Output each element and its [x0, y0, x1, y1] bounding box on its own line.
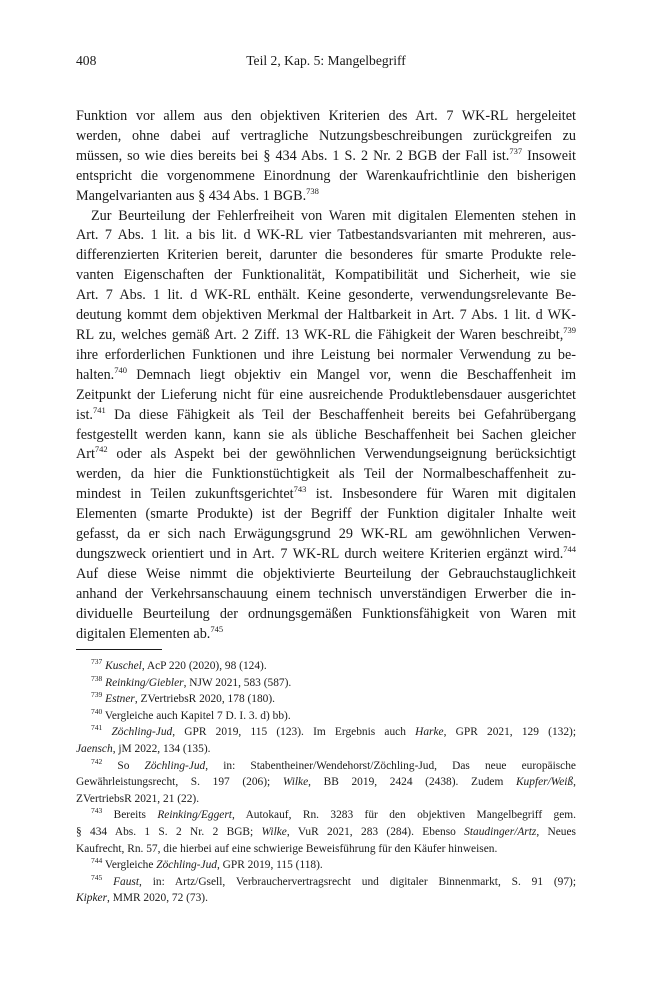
footnote-line — [76, 874, 576, 891]
italic-text: Jaensch — [76, 742, 113, 755]
text-run: , GPR 2021, 129 (132); — [443, 726, 576, 739]
text-run: anhand der Verkehrsanschauung einem technisch unverständigen Erwerber die in- — [76, 585, 576, 602]
text-run: Zur Beurteilung der Fehlerfreiheit von Waren mit digitalen Elementen stehen in — [91, 207, 576, 224]
footnote-line — [76, 691, 576, 708]
text-run: Demnach liegt objektiv ein Mangel vor, wenn die Beschaffenheit im — [126, 366, 576, 383]
body-line — [76, 585, 576, 605]
text-run: Elementen (smarte Produkte) ist der Begriff der Funktion digitaler Inhalte weit — [76, 506, 576, 523]
italic-text: Zöchling-Jud — [156, 859, 217, 872]
body-line — [76, 565, 576, 585]
footnote-line — [76, 824, 576, 841]
text-run: ZVertriebsR 2021, 21 (22). — [76, 792, 200, 805]
footnote-marker: 744 — [91, 856, 103, 866]
page-header — [76, 53, 576, 73]
text-run: Da diese Fähigkeit als Teil der Beschaffenheit bereits bei Gefahrübergang — [105, 406, 576, 423]
text-run: , — [573, 776, 576, 789]
italic-text: Wilke — [282, 776, 309, 789]
text-run: digitalen Elementen ab. — [76, 625, 211, 642]
text-run: Vergleiche — [102, 859, 157, 872]
body-line — [76, 207, 576, 227]
footnote-marker: 738 — [306, 185, 319, 196]
footnote-marker: 737 — [509, 145, 523, 156]
footnote-marker: 744 — [563, 543, 576, 554]
text-run: Mangelvarianten aus § 434 Abs. 1 BGB. — [76, 187, 307, 204]
footnote-marker: 741 — [92, 404, 106, 415]
italic-text: Harke — [415, 726, 444, 739]
body-line — [76, 167, 576, 187]
text-run: Auf diese Weise nimmt die objektivierte Beurteilung der Gebrauchstauglichkeit — [76, 565, 576, 582]
body-line — [76, 346, 576, 366]
footnote-marker: 740 — [91, 706, 103, 716]
footnote-line — [76, 724, 576, 741]
italic-text: Kuschel — [105, 660, 142, 672]
text-run: So — [102, 759, 145, 772]
italic-text: Zöchling-Jud — [111, 726, 173, 739]
footnote-marker: 741 — [91, 723, 103, 733]
body-line — [76, 127, 576, 147]
body-line — [76, 306, 576, 326]
body-line — [76, 605, 576, 625]
footnote-line — [76, 791, 576, 808]
text-run: deutung kommt dem objektiven Merkmal der Haltbarkeit in Art. 7 Abs. 1 lit. d WK- — [76, 307, 576, 324]
footnote-line — [76, 758, 576, 775]
footnote-line — [76, 658, 576, 675]
text-run: , Neues — [536, 825, 576, 838]
text-run: gefasst, da er sich nach Erwägungsgrund 29 WK-RL am gewöhnlichen Verwen- — [76, 526, 576, 543]
running-head: Teil 2, Kap. 5: Mangelbegriff — [246, 53, 406, 68]
text-run: differenzierten Kriterien bereit, darunter die besonderes für smarte Produkte rele- — [76, 247, 576, 264]
body-line — [76, 406, 576, 426]
text-run: werden, da hier die Funktionstüchtigkeit als Teil der Normalbeschaffenheit zu- — [76, 466, 576, 483]
body-line — [76, 485, 576, 505]
body-line — [76, 246, 576, 266]
body-text — [76, 107, 576, 644]
text-run: , jM 2022, 134 (135). — [112, 742, 211, 755]
text-run: , VuR 2021, 283 (284). Ebenso — [286, 825, 465, 838]
text-run: Insoweit — [522, 147, 576, 164]
text-run: Gewährleistungsrecht, S. 197 (206); — [76, 776, 283, 789]
text-run: halten. — [76, 366, 115, 383]
italic-text: Faust — [113, 875, 140, 888]
body-line — [76, 545, 576, 565]
text-run: ist. Insbesondere für Waren mit digitalen — [306, 486, 576, 503]
text-run: festgestellt werden kann, kann sie als übliche Beschaffenheit bei Sachen gleicher — [76, 426, 576, 443]
footnote-marker: 745 — [210, 623, 224, 634]
text-run: Art. 7 Abs. 1 lit. d WK-RL enthält. Keine gesonderte, verwendungsrelevante Be- — [76, 287, 576, 304]
footnote-marker: 743 — [91, 806, 103, 816]
text-run: , Autokauf, Rn. 3283 für den objektiven Mangelbegriff gem. — [231, 809, 576, 822]
text-run: oder als Aspekt bei der gewöhnlichen Verwendungseignung berücksichtigt — [107, 446, 576, 463]
footnote-separator — [76, 649, 162, 650]
italic-text: Estner — [105, 693, 135, 706]
text-run: § 434 Abs. 1 S. 2 Nr. 2 BGB; — [76, 825, 262, 838]
footnote-marker: 743 — [293, 484, 307, 495]
footnote-marker: 738 — [91, 673, 103, 683]
footnote-line — [76, 841, 576, 858]
body-line — [76, 505, 576, 525]
text-run: , BB 2019, 2424 (2438). Zudem — [308, 776, 516, 789]
body-line — [76, 366, 576, 386]
body-line — [76, 465, 576, 485]
text-run: , AcP 220 (2020), 98 (124). — [141, 660, 267, 672]
footnote-line — [76, 857, 576, 874]
text-run: RL zu, welches gemäß Art. 2 Ziff. 13 WK-RL die Fähigkeit der Waren beschreibt, — [76, 326, 564, 343]
body-line — [76, 286, 576, 306]
body-line — [76, 525, 576, 545]
text-run — [102, 876, 113, 888]
body-line — [76, 326, 576, 346]
footnote-marker: 745 — [91, 872, 103, 882]
footnote-line — [76, 675, 576, 692]
footnote-line — [76, 807, 576, 824]
text-run: Bereits — [102, 809, 158, 822]
italic-text: Reinking/Eggert — [157, 809, 232, 822]
body-line — [76, 187, 576, 207]
italic-text: Zöchling-Jud — [144, 759, 206, 772]
body-line — [76, 386, 576, 406]
text-run: , in: Stabentheiner/Wendehorst/Zöchling-Jud, Das neue europäische — [205, 759, 576, 772]
footnote-marker: 739 — [91, 690, 103, 700]
body-line — [76, 445, 576, 465]
body-line — [76, 266, 576, 286]
footnote-line — [76, 708, 576, 725]
footnote-line — [76, 741, 576, 758]
footnote-line — [76, 774, 576, 791]
body-line — [76, 625, 576, 645]
body-line — [76, 147, 576, 167]
text-run: dungszweck orientiert und in Art. 7 WK-RL durch weitere Kriterien ergänzt wird. — [76, 545, 564, 562]
text-run: Zeitpunkt der Lieferung nicht für eine ausreichende Produktlebensdauer ausgerichtet — [76, 386, 576, 403]
text-run: ihre erforderlichen Funktionen und ihre Leistung bei normaler Verwendung zu be- — [76, 346, 576, 363]
footnote-line — [76, 890, 576, 907]
text-run: , MMR 2020, 72 (73). — [107, 892, 208, 905]
text-run: ist. — [76, 406, 93, 423]
footnote-marker: 737 — [91, 657, 103, 666]
italic-text: Staudinger/Artz — [464, 825, 537, 838]
text-run: Funktion vor allem aus den objektiven Kriterien des Art. 7 WK-RL hergeleitet — [76, 108, 576, 124]
footnote-marker: 742 — [91, 756, 103, 766]
text-run: Art. 7 Abs. 1 lit. a bis lit. d WK-RL vier Tatbestandsvarianten mit mehreren, aus- — [76, 227, 576, 244]
footnote-marker: 742 — [94, 444, 108, 455]
body-line — [76, 426, 576, 446]
italic-text: Kipker — [76, 892, 108, 905]
text-run: dividuelle Beurteilung der ordnungsgemäßen Funktionsfähigkeit von Waren mit — [76, 605, 576, 622]
text-run: werden, ohne dabei auf vertragliche Nutzungsbeschreibungen zurückgreifen zu — [76, 127, 576, 144]
text-run: Kaufrecht, Rn. 57, die hierbei auf eine schwierige Beweisführung für den Käufer hinweisen. — [76, 842, 498, 855]
footnotes — [76, 658, 576, 907]
text-run: Vergleiche auch Kapitel 7 D. I. 3. d) bb). — [102, 709, 291, 722]
text-run: müssen, so wie dies bereits bei § 434 Abs. 1 S. 2 Nr. 2 BGB der Fall ist. — [76, 147, 510, 164]
footnote-marker: 740 — [114, 364, 127, 375]
text-run: vanten Eigenschaften der Funktionalität, Kompatibilität und Sicherheit, wie sie — [76, 267, 576, 284]
text-run: mindest in Teilen zukunftsgerichtet — [76, 486, 294, 503]
italic-text: Wilke — [261, 825, 287, 838]
text-run: , ZVertriebsR 2020, 178 (180). — [134, 693, 276, 706]
page-number: 408 — [76, 53, 97, 68]
footnote-marker: 739 — [563, 324, 576, 335]
italic-text: Kupfer/Weiß — [515, 776, 574, 789]
text-run: , in: Artz/Gsell, Verbrauchervertragsrecht und digitaler Binnenmarkt, S. 91 (97); — [139, 875, 576, 888]
text-run: Art — [76, 446, 95, 463]
text-run: , GPR 2019, 115 (123). Im Ergebnis auch — [172, 726, 416, 739]
text-run: entspricht die vorgenommene Einordnung der Warenkaufrichtlinie den bisherigen — [76, 167, 576, 184]
text-run: , GPR 2019, 115 (118). — [216, 859, 323, 872]
body-line — [76, 226, 576, 246]
italic-text: Reinking/Giebler — [105, 676, 184, 689]
text-run: , NJW 2021, 583 (587). — [183, 676, 292, 689]
body-line — [76, 107, 576, 127]
